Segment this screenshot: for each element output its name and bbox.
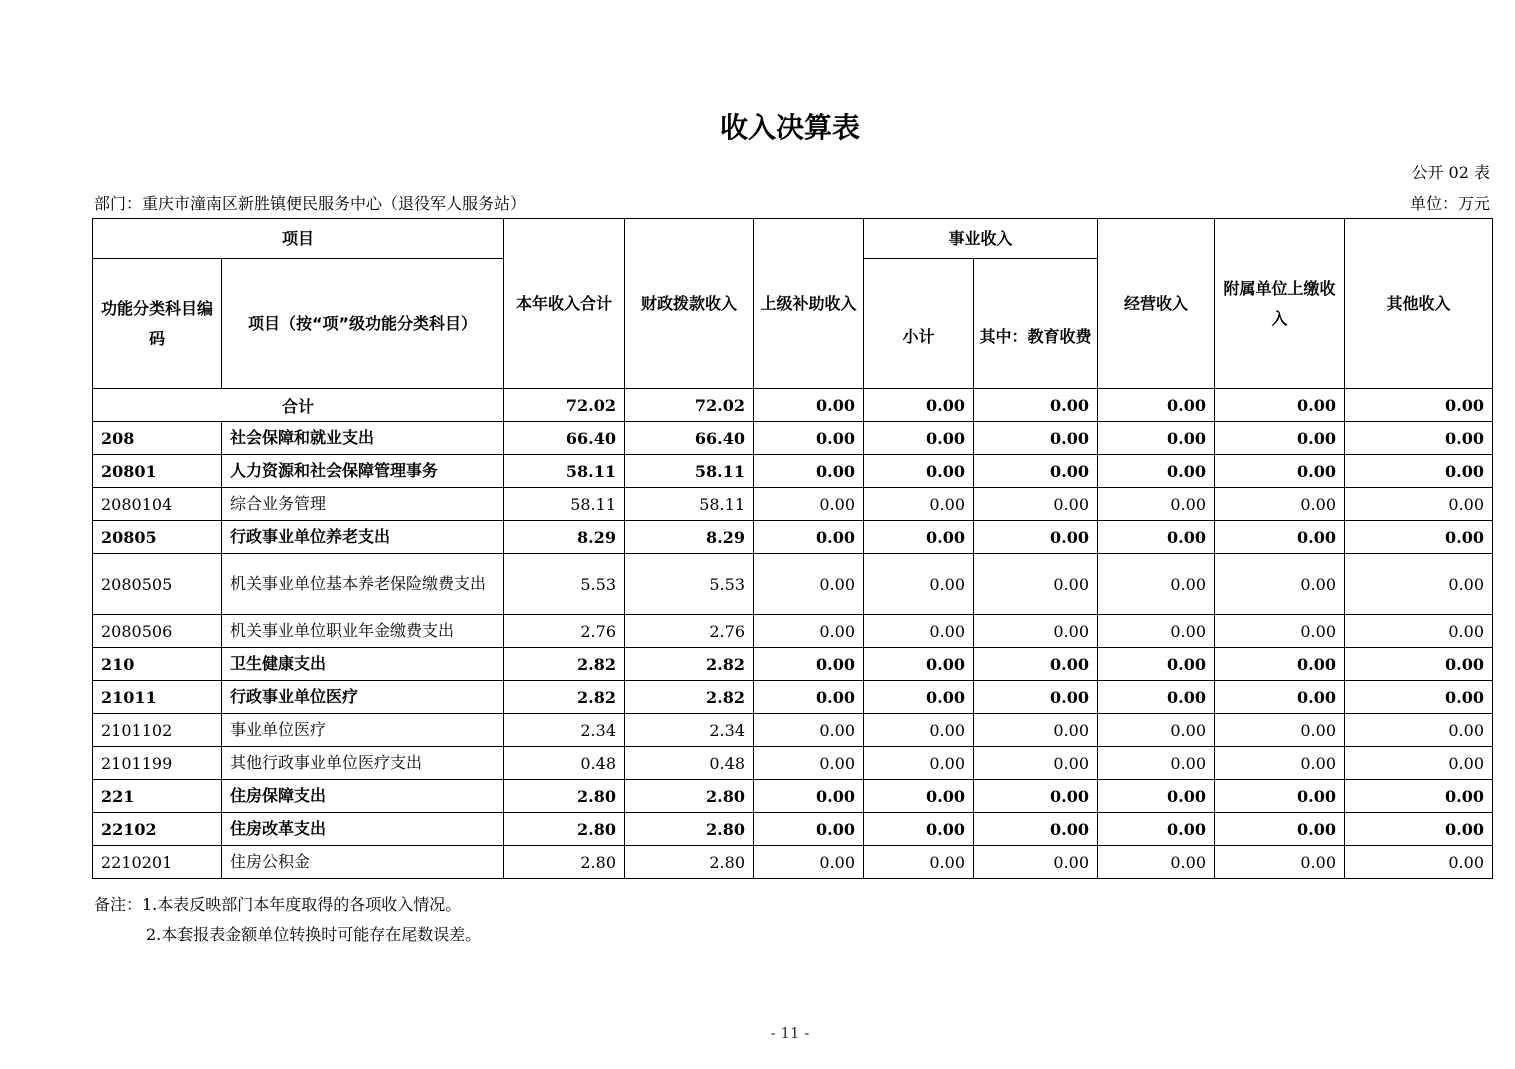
table-row — [93, 780, 1493, 813]
table-row — [93, 714, 1493, 747]
page-title: 收入决算表 — [719, 111, 860, 144]
table-row — [93, 455, 1493, 488]
row-value: 0.00 — [1098, 488, 1215, 521]
row-value: 0.00 — [864, 714, 974, 747]
row-value: 0.00 — [754, 681, 864, 714]
table-row — [93, 648, 1493, 681]
row-code: 2080104 — [93, 488, 222, 521]
row-value: 0.00 — [1215, 714, 1345, 747]
row-name: 卫生健康支出 — [222, 648, 504, 681]
row-value: 0.00 — [1345, 747, 1493, 780]
table-row — [93, 846, 1493, 879]
unit-label: 单位：万元 — [1409, 194, 1490, 213]
row-value: 0.00 — [1215, 648, 1345, 681]
table-row — [93, 488, 1493, 521]
note-2: 2.本套报表金额单位转换时可能存在尾数误差。 — [146, 925, 482, 944]
row-name: 住房公积金 — [222, 846, 504, 879]
total-value: 72.02 — [504, 389, 625, 422]
row-value: 0.00 — [1098, 714, 1215, 747]
row-value: 0.00 — [1345, 521, 1493, 554]
row-value: 2.76 — [504, 615, 625, 648]
header-education: 其中：教育收费 — [974, 259, 1098, 389]
row-value: 0.00 — [754, 780, 864, 813]
note-1: 备注：1.本表反映部门本年度取得的各项收入情况。 — [94, 895, 462, 914]
row-name: 行政事业单位养老支出 — [222, 521, 504, 554]
row-name: 人力资源和社会保障管理事务 — [222, 455, 504, 488]
row-value: 8.29 — [504, 521, 625, 554]
row-value: 0.00 — [1215, 488, 1345, 521]
row-code: 2101199 — [93, 747, 222, 780]
row-value: 0.00 — [864, 455, 974, 488]
row-value: 0.00 — [1345, 488, 1493, 521]
total-value: 0.00 — [974, 389, 1098, 422]
row-value: 2.34 — [504, 714, 625, 747]
row-value: 0.00 — [1098, 422, 1215, 455]
row-value: 2.80 — [625, 813, 754, 846]
table-row — [93, 554, 1493, 615]
department-label: 部门：重庆市潼南区新胜镇便民服务中心（退役军人服务站） — [94, 194, 527, 213]
row-value: 66.40 — [625, 422, 754, 455]
header-code: 功能分类科目编码 — [93, 259, 222, 389]
row-code: 2080505 — [93, 554, 222, 615]
row-value: 58.11 — [625, 488, 754, 521]
row-value: 0.00 — [754, 521, 864, 554]
row-value: 0.00 — [1345, 714, 1493, 747]
row-value: 0.00 — [1345, 681, 1493, 714]
row-code: 2210201 — [93, 846, 222, 879]
row-value: 0.48 — [504, 747, 625, 780]
row-value: 0.00 — [1098, 521, 1215, 554]
row-name: 社会保障和就业支出 — [222, 422, 504, 455]
row-name: 行政事业单位医疗 — [222, 681, 504, 714]
row-value: 0.00 — [974, 521, 1098, 554]
table-row — [93, 615, 1493, 648]
row-code: 20805 — [93, 521, 222, 554]
row-value: 0.00 — [754, 455, 864, 488]
row-value: 0.00 — [1098, 846, 1215, 879]
row-value: 0.00 — [974, 747, 1098, 780]
row-value: 0.00 — [974, 681, 1098, 714]
row-value: 2.80 — [625, 780, 754, 813]
row-value: 0.48 — [625, 747, 754, 780]
header-operating: 经营收入 — [1098, 219, 1215, 389]
row-value: 2.80 — [504, 813, 625, 846]
row-value: 58.11 — [504, 455, 625, 488]
row-value: 0.00 — [1215, 615, 1345, 648]
row-value: 0.00 — [864, 747, 974, 780]
row-value: 0.00 — [864, 780, 974, 813]
header-name: 项目（按“项”级功能分类科目） — [222, 259, 504, 389]
total-value: 0.00 — [1215, 389, 1345, 422]
row-value: 2.34 — [625, 714, 754, 747]
row-value: 0.00 — [864, 521, 974, 554]
row-value: 0.00 — [1345, 846, 1493, 879]
row-value: 0.00 — [974, 813, 1098, 846]
row-value: 0.00 — [754, 846, 864, 879]
row-value: 0.00 — [1345, 554, 1493, 615]
row-value: 5.53 — [625, 554, 754, 615]
table-row — [93, 747, 1493, 780]
row-value: 0.00 — [974, 648, 1098, 681]
row-name: 事业单位医疗 — [222, 714, 504, 747]
row-value: 2.80 — [504, 846, 625, 879]
total-value: 0.00 — [1098, 389, 1215, 422]
row-value: 0.00 — [1345, 422, 1493, 455]
table-row — [93, 813, 1493, 846]
row-value: 0.00 — [1215, 422, 1345, 455]
row-code: 2080506 — [93, 615, 222, 648]
table-row — [93, 681, 1493, 714]
row-value: 0.00 — [1098, 615, 1215, 648]
header-business: 事业收入 — [864, 219, 1098, 259]
row-value: 0.00 — [754, 747, 864, 780]
row-value: 0.00 — [1098, 455, 1215, 488]
row-value: 0.00 — [1215, 681, 1345, 714]
header-fiscal: 财政拨款收入 — [625, 219, 754, 389]
total-value: 0.00 — [754, 389, 864, 422]
row-name: 其他行政事业单位医疗支出 — [222, 747, 504, 780]
total-label: 合计 — [93, 389, 504, 422]
row-value: 0.00 — [864, 554, 974, 615]
header-subtotal: 小计 — [864, 259, 974, 389]
row-value: 66.40 — [504, 422, 625, 455]
total-value: 0.00 — [1345, 389, 1493, 422]
row-value: 0.00 — [1215, 521, 1345, 554]
row-value: 2.82 — [504, 648, 625, 681]
row-value: 0.00 — [754, 714, 864, 747]
row-value: 0.00 — [754, 488, 864, 521]
row-value: 0.00 — [1215, 747, 1345, 780]
row-code: 221 — [93, 780, 222, 813]
form-number: 公开 02 表 — [1411, 163, 1490, 182]
row-code: 210 — [93, 648, 222, 681]
row-value: 0.00 — [754, 615, 864, 648]
total-value: 72.02 — [625, 389, 754, 422]
row-value: 2.80 — [504, 780, 625, 813]
row-value: 0.00 — [1345, 455, 1493, 488]
row-value: 0.00 — [754, 554, 864, 615]
row-value: 0.00 — [1098, 747, 1215, 780]
header-item: 项目 — [93, 219, 504, 259]
row-value: 0.00 — [1098, 780, 1215, 813]
row-name: 机关事业单位职业年金缴费支出 — [222, 615, 504, 648]
row-value: 0.00 — [754, 648, 864, 681]
row-code: 20801 — [93, 455, 222, 488]
row-value: 5.53 — [504, 554, 625, 615]
row-value: 2.80 — [625, 846, 754, 879]
row-code: 22102 — [93, 813, 222, 846]
row-code: 21011 — [93, 681, 222, 714]
row-value: 2.82 — [504, 681, 625, 714]
income-table — [92, 218, 1493, 879]
row-name: 住房保障支出 — [222, 780, 504, 813]
table-row — [93, 521, 1493, 554]
row-value: 0.00 — [974, 780, 1098, 813]
page-number: - 11 - — [770, 1024, 810, 1042]
row-value: 8.29 — [625, 521, 754, 554]
row-value: 2.82 — [625, 648, 754, 681]
row-value: 0.00 — [864, 846, 974, 879]
notes — [94, 890, 481, 950]
total-row — [93, 389, 1493, 422]
row-value: 0.00 — [1215, 455, 1345, 488]
row-value: 0.00 — [1345, 780, 1493, 813]
table-row — [93, 422, 1493, 455]
row-value: 2.82 — [625, 681, 754, 714]
row-value: 0.00 — [1098, 681, 1215, 714]
header-other: 其他收入 — [1345, 219, 1493, 389]
header-total: 本年收入合计 — [504, 219, 625, 389]
row-value: 0.00 — [1098, 554, 1215, 615]
row-code: 2101102 — [93, 714, 222, 747]
row-value: 58.11 — [504, 488, 625, 521]
row-name: 综合业务管理 — [222, 488, 504, 521]
row-value: 0.00 — [864, 488, 974, 521]
row-value: 0.00 — [754, 813, 864, 846]
row-value: 2.76 — [625, 615, 754, 648]
row-value: 0.00 — [974, 488, 1098, 521]
row-value: 0.00 — [974, 455, 1098, 488]
row-code: 208 — [93, 422, 222, 455]
row-value: 0.00 — [864, 813, 974, 846]
row-value: 0.00 — [974, 714, 1098, 747]
row-value: 0.00 — [974, 615, 1098, 648]
row-value: 0.00 — [1098, 648, 1215, 681]
row-value: 0.00 — [1345, 648, 1493, 681]
row-value: 0.00 — [1215, 554, 1345, 615]
row-value: 0.00 — [1215, 813, 1345, 846]
row-value: 0.00 — [1215, 846, 1345, 879]
row-value: 0.00 — [1345, 813, 1493, 846]
row-value: 0.00 — [864, 681, 974, 714]
row-value: 0.00 — [974, 422, 1098, 455]
row-value: 0.00 — [864, 648, 974, 681]
row-value: 0.00 — [1215, 780, 1345, 813]
row-value: 58.11 — [625, 455, 754, 488]
row-name: 住房改革支出 — [222, 813, 504, 846]
row-name: 机关事业单位基本养老保险缴费支出 — [222, 554, 504, 615]
row-value: 0.00 — [974, 554, 1098, 615]
row-value: 0.00 — [1098, 813, 1215, 846]
row-value: 0.00 — [1345, 615, 1493, 648]
row-value: 0.00 — [974, 846, 1098, 879]
header-superior: 上级补助收入 — [754, 219, 864, 389]
row-value: 0.00 — [864, 422, 974, 455]
header-affiliated: 附属单位上缴收入 — [1215, 219, 1345, 389]
row-value: 0.00 — [754, 422, 864, 455]
row-value: 0.00 — [864, 615, 974, 648]
total-value: 0.00 — [864, 389, 974, 422]
